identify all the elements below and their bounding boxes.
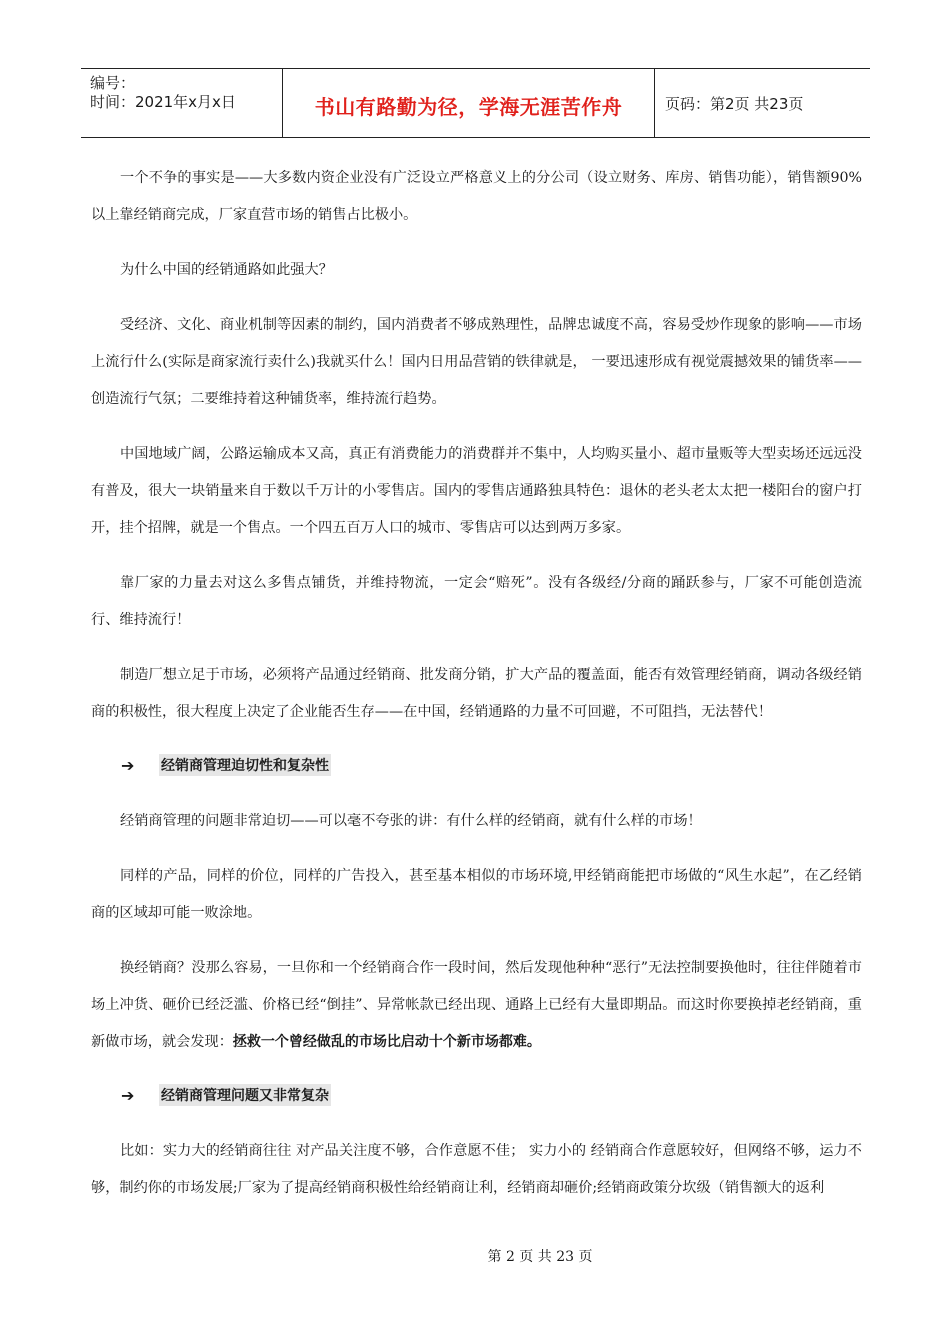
paragraph-with-emphasis	[91, 950, 862, 1061]
document-body	[91, 160, 862, 1225]
section-heading-text: 经销商管理问题又非常复杂	[159, 1084, 331, 1106]
document-number-label: 编号：	[90, 74, 136, 92]
header-motto-cell	[283, 69, 655, 137]
footer-page-number: 第 2 页 共 23 页	[487, 1249, 593, 1265]
header-meta	[81, 69, 283, 137]
arrow-right-icon: ➔	[121, 755, 135, 775]
paragraph-text: 换经销商？没那么容易，一旦你和一个经销商合作一段时间，然后发现他种种“恶行”无法控制要换他时，往往伴随着市场上冲货、砸价已经泛滥、价格已经“倒挂”、异常帐款已经出现、通路上已经有大量即期品。而这时你要换掉老经销商，重新做市场，就会发现：	[91, 960, 862, 1050]
header-page-info	[655, 69, 870, 137]
paragraph: 经销商管理的问题非常迫切——可以毫不夸张的讲：有什么样的经销商，就有什么样的市场！	[120, 813, 702, 829]
paragraph: 制造厂想立足于市场，必须将产品通过经销商、批发商分销，扩大产品的覆盖面，能否有效管理经销商，调动各级经销商的积极性，很大程度上决定了企业能否生存——在中国，经销通路的力量不可回避，不可阻挡，无法替代！	[91, 667, 862, 720]
paragraph: 一个不争的事实是——大多数内资企业没有广泛设立严格意义上的分公司（设立财务、库房、销售功能），销售额90%以上靠经销商完成，厂家直营市场的销售占比极小。	[91, 170, 862, 223]
page-number-label: 页码：第2页 共23页	[665, 94, 804, 113]
page-footer	[0, 1246, 950, 1266]
document-date-label: 时间：2021年x月x日	[90, 93, 236, 111]
section-heading	[91, 747, 862, 783]
section-heading	[91, 1077, 862, 1113]
paragraph: 中国地域广阔，公路运输成本又高，真正有消费能力的消费群并不集中，人均购买量小、超市量贩等大型卖场还远远没有普及，很大一块销量来自于数以千万计的小零售店。国内的零售店通路独具特色：退休的老头老太太把一楼阳台的窗户打开，挂个招牌，就是一个售点。一个四五百万人口的城市、零售店可以达到两万多家。	[91, 446, 862, 536]
paragraph: 同样的产品，同样的价位，同样的广告投入，甚至基本相似的市场环境,甲经销商能把市场做的“风生水起”，在乙经销商的区域却可能一败涂地。	[91, 868, 862, 921]
motto-text: 书山有路勤为径，学海无涯苦作舟	[314, 94, 623, 119]
paragraph: 靠厂家的力量去对这么多售点铺货，并维持物流，一定会“赔死”。没有各级经/分商的踊跃参与，厂家不可能创造流行、维持流行！	[91, 575, 862, 628]
paragraph: 受经济、文化、商业机制等因素的制约，国内消费者不够成熟理性，品牌忠诚度不高，容易受炒作现象的影响——市场上流行什么(实际是商家流行卖什么)我就买什么！国内日用品营销的铁律就是， 一要迅速形成有视觉震撼效果的铺货率——创造流行气氛；二要维持着这种铺货率，维持流行趋势。	[91, 317, 862, 407]
section-heading-text: 经销商管理迫切性和复杂性	[159, 754, 331, 776]
emphasis-text: 拯救一个曾经做乱的市场比启动十个新市场都难。	[232, 1034, 541, 1050]
paragraph: 为什么中国的经销通路如此强大？	[120, 262, 333, 278]
paragraph: 比如：实力大的经销商往往 对产品关注度不够，合作意愿不佳； 实力小的 经销商合作意愿较好，但网络不够，运力不够，制约你的市场发展;厂家为了提高经销商积极性给经销商让利，经销商却砸价;经销商政策分坎级（销售额大的返利	[91, 1143, 862, 1196]
header-table	[81, 68, 870, 138]
arrow-right-icon: ➔	[121, 1085, 135, 1105]
